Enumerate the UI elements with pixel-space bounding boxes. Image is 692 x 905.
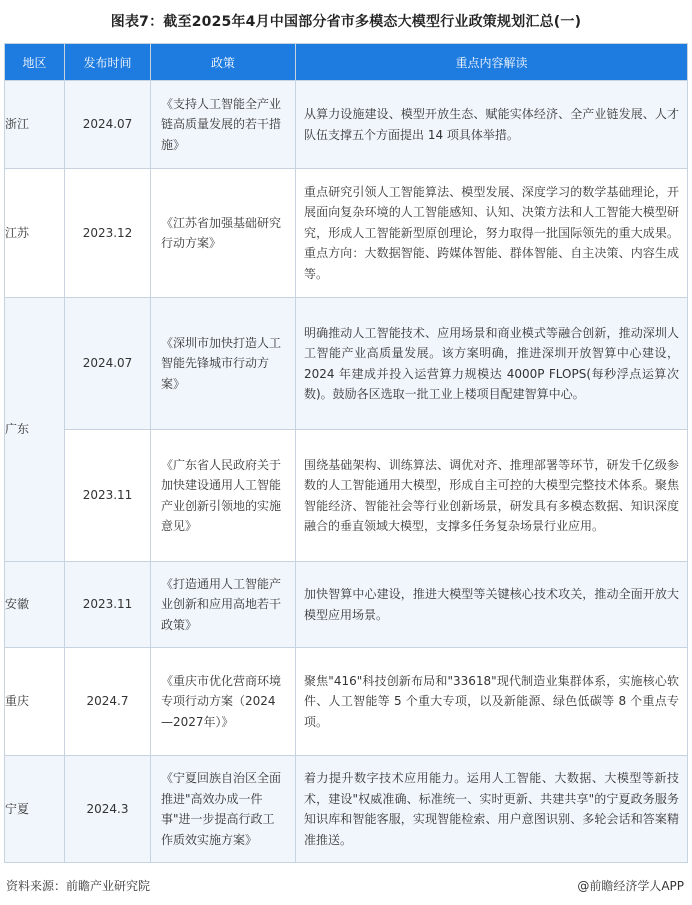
date-cell: 2024.3	[65, 756, 151, 863]
table-row	[5, 756, 688, 863]
content-cell: 围绕基础架构、训练算法、调优对齐、推理部署等环节，研发千亿级参数的人工智能通用大模型，形成自主可控的大模型完整技术体系。聚焦智能经济、智能社会等行业创新场景，研发具有多模态数据、知识深度融合的垂直领域大模型，支撑多任务复杂场景行业应用。	[296, 430, 688, 562]
content-cell: 从算力设施建设、模型开放生态、赋能实体经济、全产业链发展、人才队伍支撑五个方面提出 14 项具体举措。	[296, 81, 688, 169]
brand-credit: @前瞻经济学人APP	[577, 879, 684, 893]
date-cell: 2024.07	[65, 298, 151, 430]
region-cell: 浙江	[5, 81, 65, 169]
policy-cell: 《宁夏回族自治区全面推进"高效办成一件事"进一步提高行政工作质效实施方案》	[151, 756, 296, 863]
region-cell: 重庆	[5, 648, 65, 756]
date-cell: 2023.11	[65, 430, 151, 562]
policy-cell: 《深圳市加快打造人工智能先锋城市行动方案》	[151, 298, 296, 430]
table-row	[5, 562, 688, 648]
source-note: 资料来源：前瞻产业研究院	[6, 879, 151, 893]
table-header-row	[5, 44, 688, 81]
policy-cell: 《打造通用人工智能产业创新和应用高地若干政策》	[151, 562, 296, 648]
date-cell: 2024.7	[65, 648, 151, 756]
table-row	[5, 430, 688, 562]
content-cell: 加快智算中心建设，推进大模型等关键核心技术攻关，推动全面开放大模型应用场景。	[296, 562, 688, 648]
chart-title: 图表7：截至2025年4月中国部分省市多模态大模型行业政策规划汇总(一)	[110, 14, 582, 30]
date-cell: 2023.11	[65, 562, 151, 648]
date-cell: 2024.07	[65, 81, 151, 169]
policy-cell: 《重庆市优化营商环境专项行动方案（2024—2027年）》	[151, 648, 296, 756]
date-cell: 2023.12	[65, 169, 151, 298]
policy-cell: 《江苏省加强基础研究行动方案》	[151, 169, 296, 298]
region-cell: 江苏	[5, 169, 65, 298]
header-date: 发布时间	[65, 44, 151, 81]
region-cell: 广东	[5, 298, 65, 562]
policy-table	[4, 43, 688, 863]
region-cell: 宁夏	[5, 756, 65, 863]
content-cell: 着力提升数字技术应用能力。运用人工智能、大数据、大模型等新技术，建设"权威准确、标准统一、实时更新、共建共享"的宁夏政务服务知识库和智能客服，实现智能检索、用户意图识别、多轮会话和答案精准推送。	[296, 756, 688, 863]
region-cell: 安徽	[5, 562, 65, 648]
header-region: 地区	[5, 44, 65, 81]
content-cell: 聚焦"416"科技创新布局和"33618"现代制造业集群体系，实施核心软件、人工智能等 5 个重大专项，以及新能源、绿色低碳等 8 个重点专项。	[296, 648, 688, 756]
header-policy: 政策	[151, 44, 296, 81]
table-row	[5, 648, 688, 756]
policy-cell: 《支持人工智能全产业链高质量发展的若干措施》	[151, 81, 296, 169]
table-row	[5, 298, 688, 430]
header-content: 重点内容解读	[296, 44, 688, 81]
content-cell: 重点研究引领人工智能算法、模型发展、深度学习的数学基础理论，开展面向复杂环境的人工智能感知、认知、决策方法和人工智能大模型研究，形成人工智能新型原创理论，努力取得一批国际领先的重大成果。重点方向：大数据智能、跨媒体智能、群体智能、自主决策、内容生成等。	[296, 169, 688, 298]
policy-cell: 《广东省人民政府关于加快建设通用人工智能产业创新引领地的实施意见》	[151, 430, 296, 562]
content-cell: 明确推动人工智能技术、应用场景和商业模式等融合创新，推动深圳人工智能产业高质量发展。该方案明确，推进深圳开放智算中心建设，2024 年建成并投入运营算力规模达 4000P FLOPS(每秒浮点运算次数)。鼓励各区选取一批工业上楼项目配建智算中心。	[296, 298, 688, 430]
table-row	[5, 169, 688, 298]
table-row	[5, 81, 688, 169]
